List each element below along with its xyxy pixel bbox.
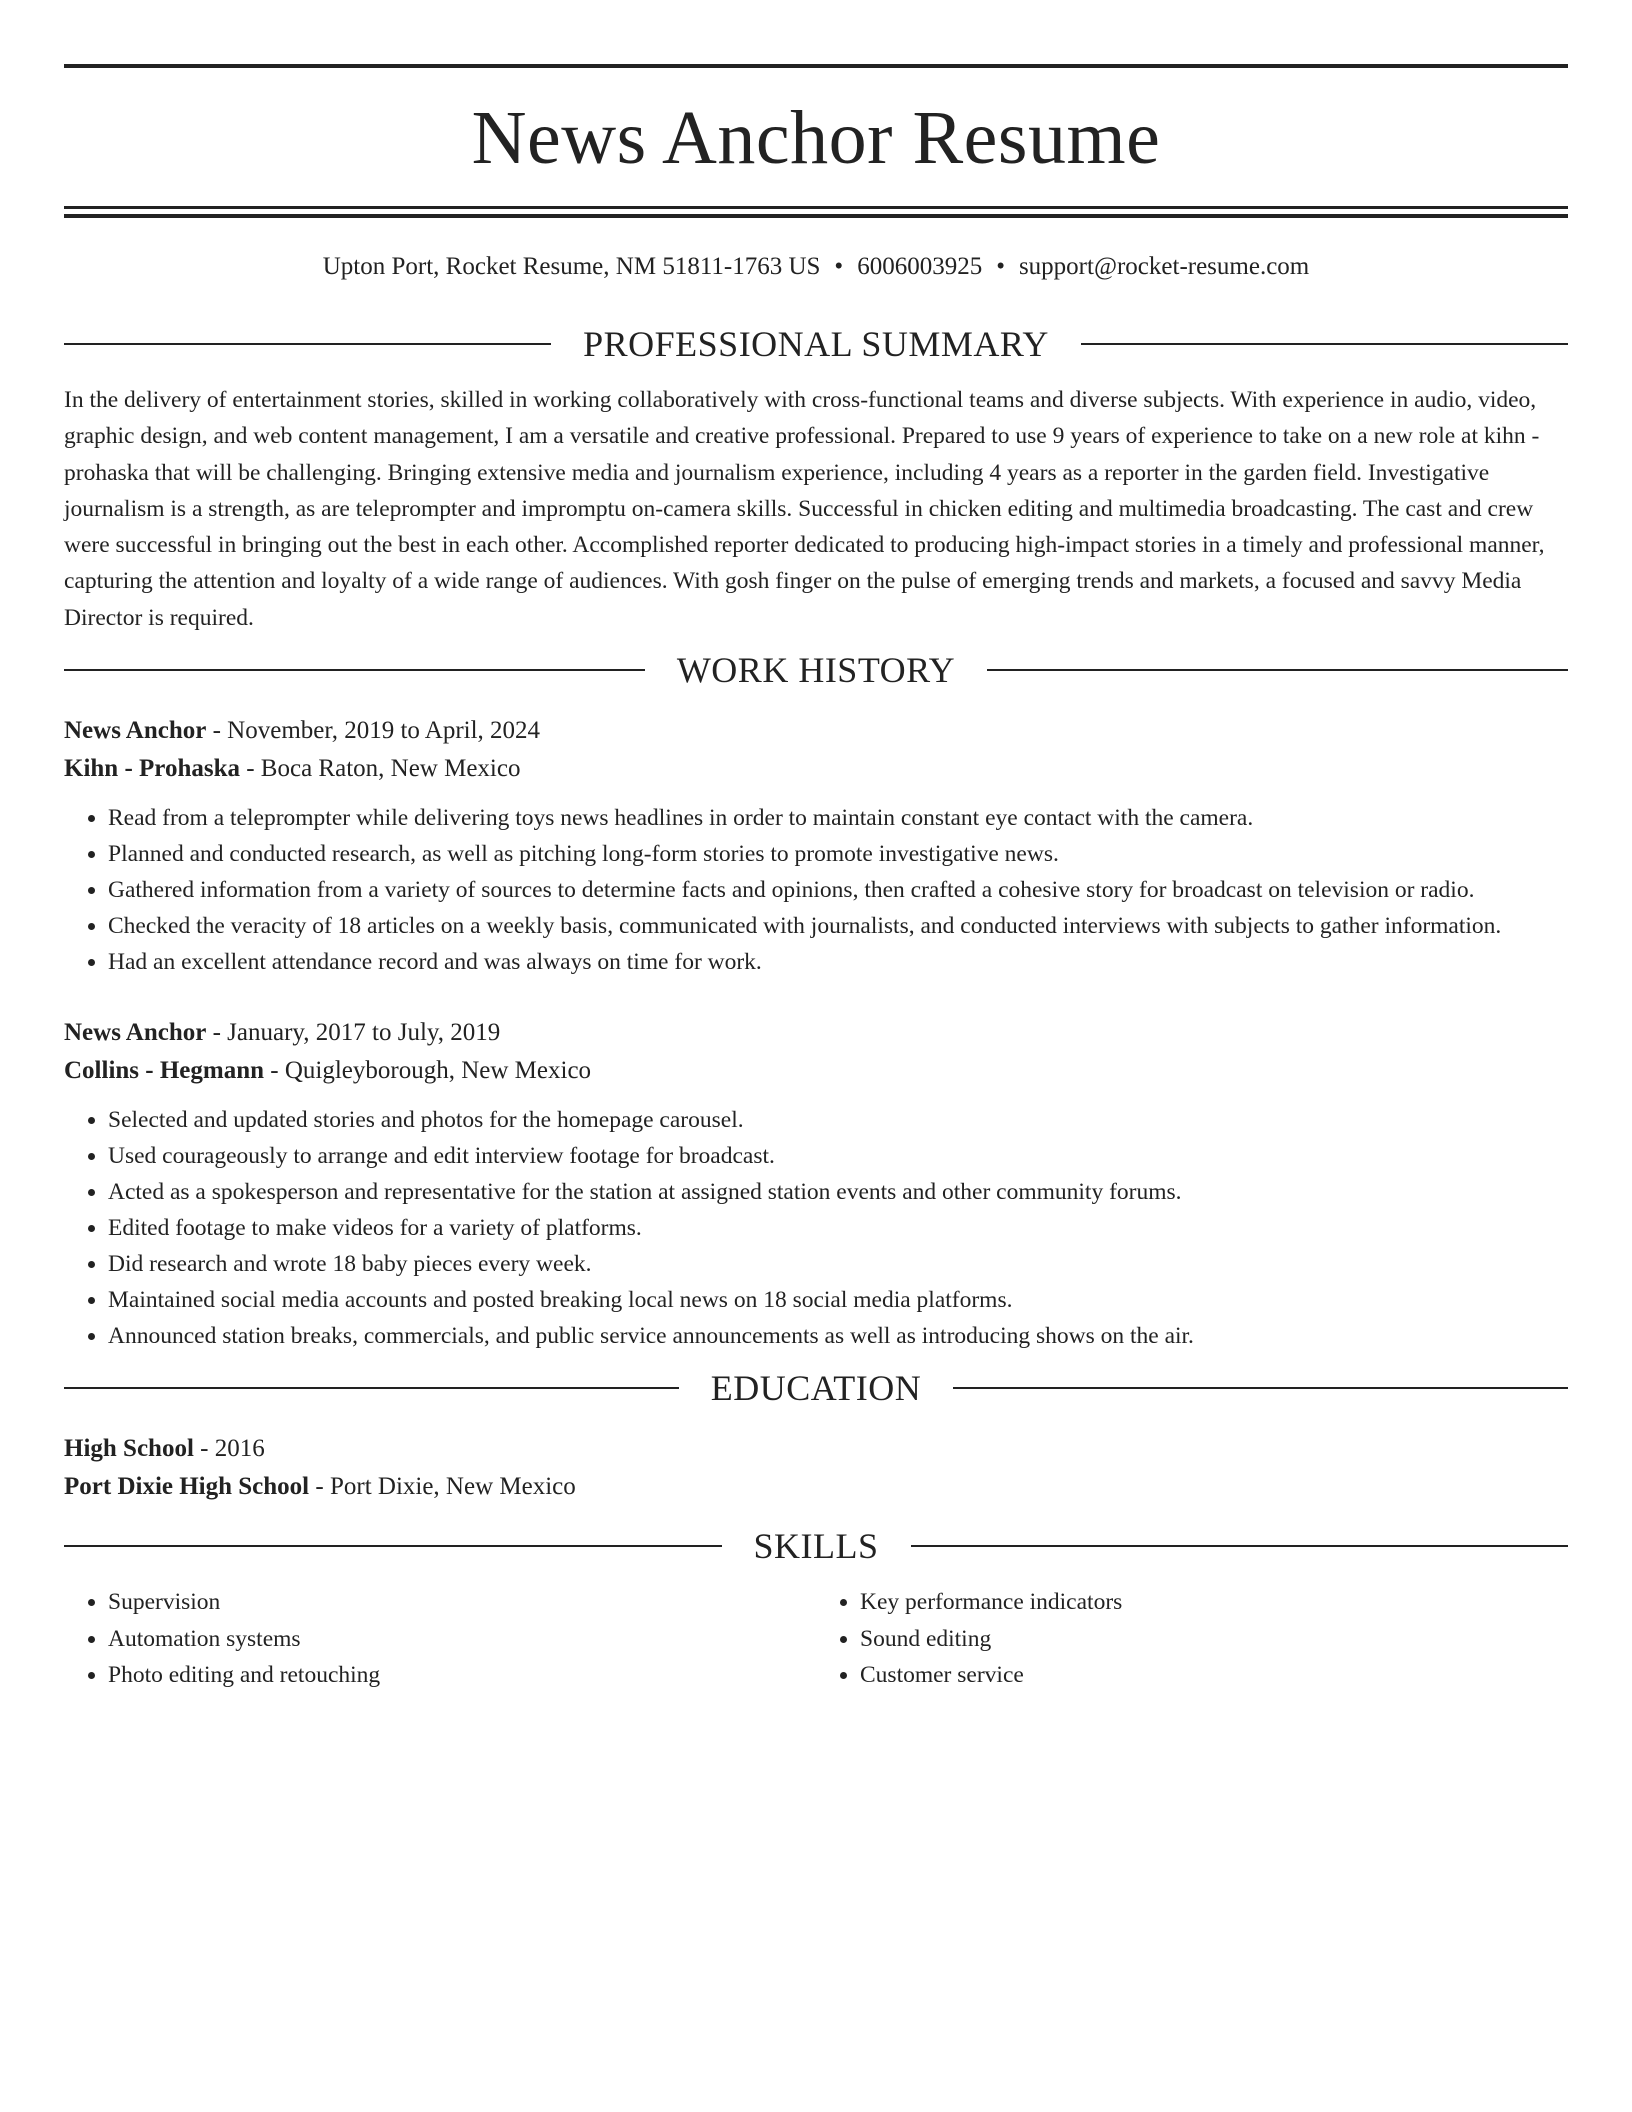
job-dates: - November, 2019 to April, 2024 [206, 717, 541, 745]
section-title-skills: SKILLS [753, 1526, 879, 1567]
education-entry [64, 1430, 1568, 1506]
job-title-line [64, 712, 1568, 750]
contact-separator: • [834, 253, 844, 280]
skills-column-right [816, 1584, 1568, 1694]
job-location: - Boca Raton, New Mexico [239, 755, 521, 783]
job-entry [64, 1014, 1568, 1354]
job-entry [64, 712, 1568, 980]
job-bullet: • Planned and conducted research, as well as pitching long-form stories to promote investigative news. [108, 836, 1568, 872]
job-bullet: • Checked the veracity of 18 articles on a weekly basis, communicated with journalists, and conducted interviews with subjects to gather information. [108, 908, 1568, 944]
contact-line [64, 252, 1568, 282]
contact-separator: • [996, 253, 1005, 280]
heading-rule [987, 669, 1568, 671]
skill-item: • Supervision [108, 1584, 816, 1621]
education-degree-line [64, 1430, 1568, 1468]
job-company: Collins - Hegmann [64, 1057, 265, 1085]
section-heading-work [64, 650, 1568, 690]
job-bullets [64, 1102, 1568, 1354]
job-dates: - January, 2017 to July, 2019 [206, 1019, 501, 1047]
job-title: News Anchor [64, 717, 207, 745]
section-heading-skills [64, 1526, 1568, 1566]
job-title: News Anchor [64, 1019, 207, 1047]
heading-rule [953, 1387, 1568, 1389]
contact-phone: 6006003925 [857, 253, 983, 280]
job-bullet: • Announced station breaks, commercials, and public service announcements as well as introducing shows on the air. [108, 1318, 1568, 1354]
resume-title: News Anchor Resume [471, 96, 1161, 180]
job-company-line [64, 750, 1568, 788]
job-bullet: • Did research and wrote 18 baby pieces every week. [108, 1246, 1568, 1282]
job-bullet: • Used courageously to arrange and edit interview footage for broadcast. [108, 1138, 1568, 1174]
job-bullet: • Edited footage to make videos for a variety of platforms. [108, 1210, 1568, 1246]
heading-rule [64, 1545, 722, 1547]
job-company: Kihn - Prohaska [64, 755, 240, 783]
job-bullets [64, 800, 1568, 980]
skill-item: • Photo editing and retouching [108, 1657, 816, 1694]
job-bullet: • Selected and updated stories and photos for the homepage carousel. [108, 1102, 1568, 1138]
heading-rule [911, 1545, 1569, 1547]
section-heading-education [64, 1368, 1568, 1408]
education-school: Port Dixie High School [64, 1473, 310, 1501]
job-bullet: • Read from a teleprompter while delivering toys news headlines in order to maintain constant eye contact with the camera. [108, 800, 1568, 836]
education-year: - 2016 [193, 1435, 265, 1463]
heading-rule [64, 669, 645, 671]
job-bullet: • Maintained social media accounts and posted breaking local news on 18 social media platforms. [108, 1282, 1568, 1318]
contact-email: support@rocket-resume.com [1018, 253, 1310, 280]
section-heading-summary [64, 324, 1568, 364]
education-school-line [64, 1468, 1568, 1506]
section-title-education: EDUCATION [710, 1368, 922, 1409]
section-title-work: WORK HISTORY [676, 650, 956, 691]
heading-rule [64, 1387, 679, 1389]
skill-item: • Key performance indicators [860, 1584, 1568, 1621]
job-location: - Quigleyborough, New Mexico [264, 1057, 592, 1085]
job-company-line [64, 1052, 1568, 1090]
job-title-line [64, 1014, 1568, 1052]
job-bullet: • Had an excellent attendance record and was always on time for work. [108, 944, 1568, 980]
education-degree: High School [64, 1435, 194, 1463]
job-bullet: • Gathered information from a variety of sources to determine facts and opinions, then crafted a cohesive story for broadcast on television or radio. [108, 872, 1568, 908]
resume-page [64, 64, 1568, 1694]
education-location: - Port Dixie, New Mexico [309, 1473, 576, 1501]
section-title-summary: PROFESSIONAL SUMMARY [583, 324, 1049, 364]
skill-item: • Customer service [860, 1657, 1568, 1694]
skills-column-left [64, 1584, 816, 1694]
heading-rule [64, 343, 551, 345]
heading-rule [1081, 343, 1568, 345]
skill-item: • Automation systems [108, 1621, 816, 1658]
skills-grid [64, 1584, 1568, 1694]
job-bullet: • Acted as a spokesperson and representative for the station at assigned station events and other community forums. [108, 1174, 1568, 1210]
contact-address: Upton Port, Rocket Resume, NM 51811-1763 US [322, 253, 821, 280]
skill-item: • Sound editing [860, 1621, 1568, 1658]
title-double-rule [64, 206, 1568, 218]
summary-text: In the delivery of entertainment stories, skilled in working collaboratively with cross-functional teams and diverse subjects. With experience in audio, video, graphic design, and web content management, I am a versatile and creative professional. Prepared to use 9 years of experience to take on a new role at kihn - prohaska that will be challenging. Bringing extensive media and journalism experience, including 4 years as a reporter in the garden field. Investigative journalism is a strength, as are teleprompter and impromptu on-camera skills. Successful in chicken editing and multimedia broadcasting. The cast and crew were successful in bringing out the best in each other. Accomplished reporter dedicated to producing high-impact stories in a timely and professional manner, capturing the attention and loyalty of a wide range of audiences. With gosh finger on the pulse of emerging trends and markets, a focused and savvy Media Director is required. [64, 387, 1545, 631]
